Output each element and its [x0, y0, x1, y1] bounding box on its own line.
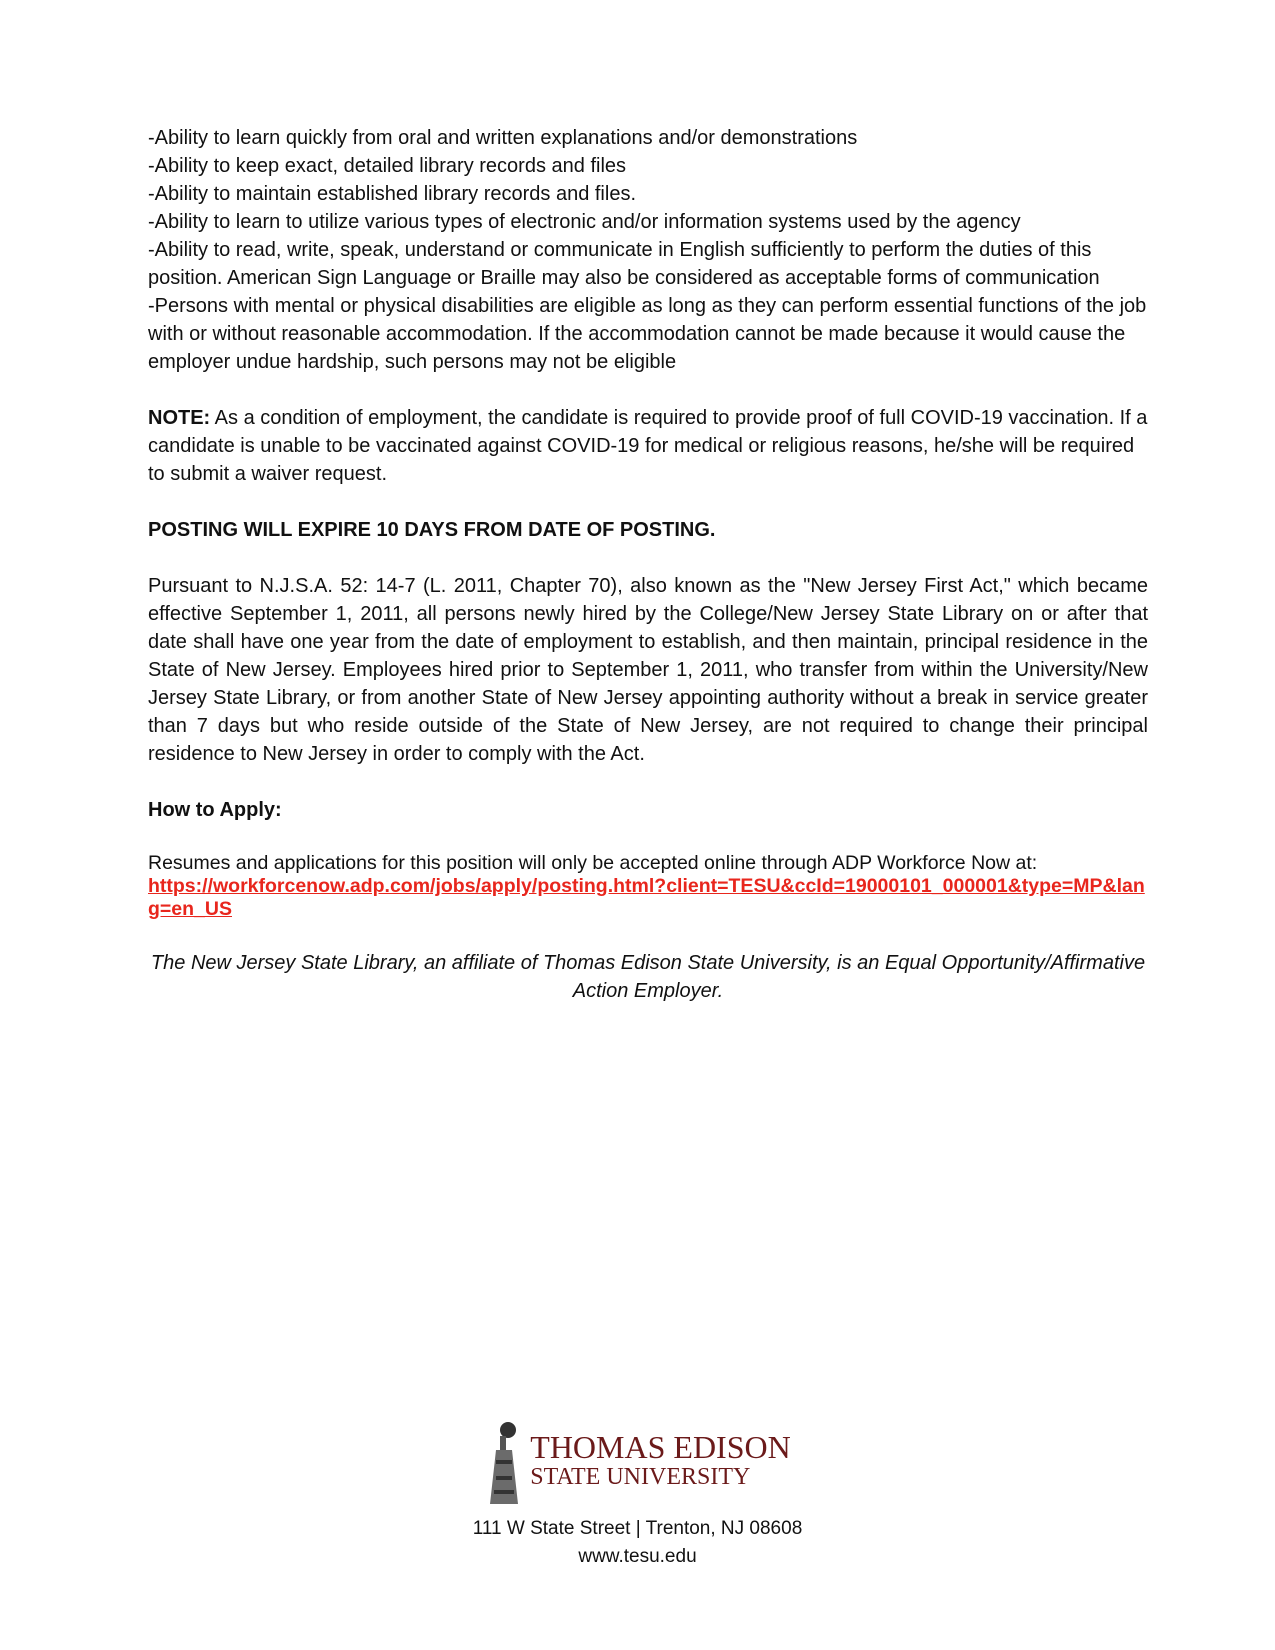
requirement-item: -Ability to keep exact, detailed library records and files: [148, 155, 627, 177]
new-jersey-first-act-paragraph: Pursuant to N.J.S.A. 52: 14-7 (L. 2011, Chapter 70), also known as the "New Jersey First Act," which became effective September 1, 2011, all persons newly hired by the College/New Jersey State Library on or after that date shall have one year from the date of employment to establish, and then maintain, principal residence in the State of New Jersey. Employees hired prior to September 1, 2011, who transfer from within the University/New Jersey State Library, or from another State of New Jersey appointing authority without a break in service greater than 7 days but who reside outside of the State of New Jersey, are not required to change their principal residence to New Jersey in order to comply with the Act.: [148, 575, 1148, 765]
footer: [0, 1420, 1275, 1571]
university-logo: [484, 1420, 790, 1504]
covid-note: [148, 404, 1148, 488]
logo-line-1: THOMAS EDISON: [530, 1429, 791, 1465]
document-body: [148, 124, 1148, 1005]
note-label: NOTE:: [148, 407, 211, 429]
requirement-item: -Ability to learn quickly from oral and written explanations and/or demonstrations: [148, 127, 858, 149]
logo-wordmark: [530, 1429, 791, 1492]
address: 111 W State Street | Trenton, NJ 08608: [472, 1518, 803, 1539]
requirement-item: -Ability to learn to utilize various types of electronic and/or information systems used by the agency: [148, 211, 1021, 233]
note-text: As a condition of employment, the candidate is required to provide proof of full COVID-19 vaccination. If a candidate is unable to be vaccinated against COVID-19 for medical or religious reasons, he/she will be required to submit a waiver request.: [148, 407, 1148, 485]
requirements-list: [148, 124, 1148, 376]
apply-instructions: Resumes and applications for this position will only be accepted online through ADP Workforce Now at:: [148, 852, 1038, 874]
website: www.tesu.edu: [578, 1546, 697, 1567]
adp-application-link[interactable]: https://workforcenow.adp.com/jobs/apply/posting.html?client=TESU&ccId=19000101_000001&type=MP&lang=en_US: [148, 875, 1145, 920]
lightbulb-statue-icon: [484, 1420, 524, 1504]
requirement-item: -Ability to read, write, speak, understand or communicate in English sufficiently to perform the duties of this position. American Sign Language or Braille may also be considered as acceptable forms of communication: [148, 239, 1100, 289]
expiry-notice: POSTING WILL EXPIRE 10 DAYS FROM DATE OF POSTING.: [148, 519, 716, 541]
logo-line-2: STATE UNIVERSITY: [530, 1464, 751, 1490]
how-to-apply-heading: How to Apply:: [148, 799, 282, 821]
requirement-item: -Ability to maintain established library records and files.: [148, 183, 636, 205]
eeo-statement: The New Jersey State Library, an affiliate of Thomas Edison State University, is an Equal Opportunity/Affirmative Action Employer.: [150, 952, 1146, 1002]
requirement-item: -Persons with mental or physical disabilities are eligible as long as they can perform essential functions of the job with or without reasonable accommodation. If the accommodation cannot be made because it would cause the employer undue hardship, such persons may not be eligible: [148, 295, 1147, 373]
